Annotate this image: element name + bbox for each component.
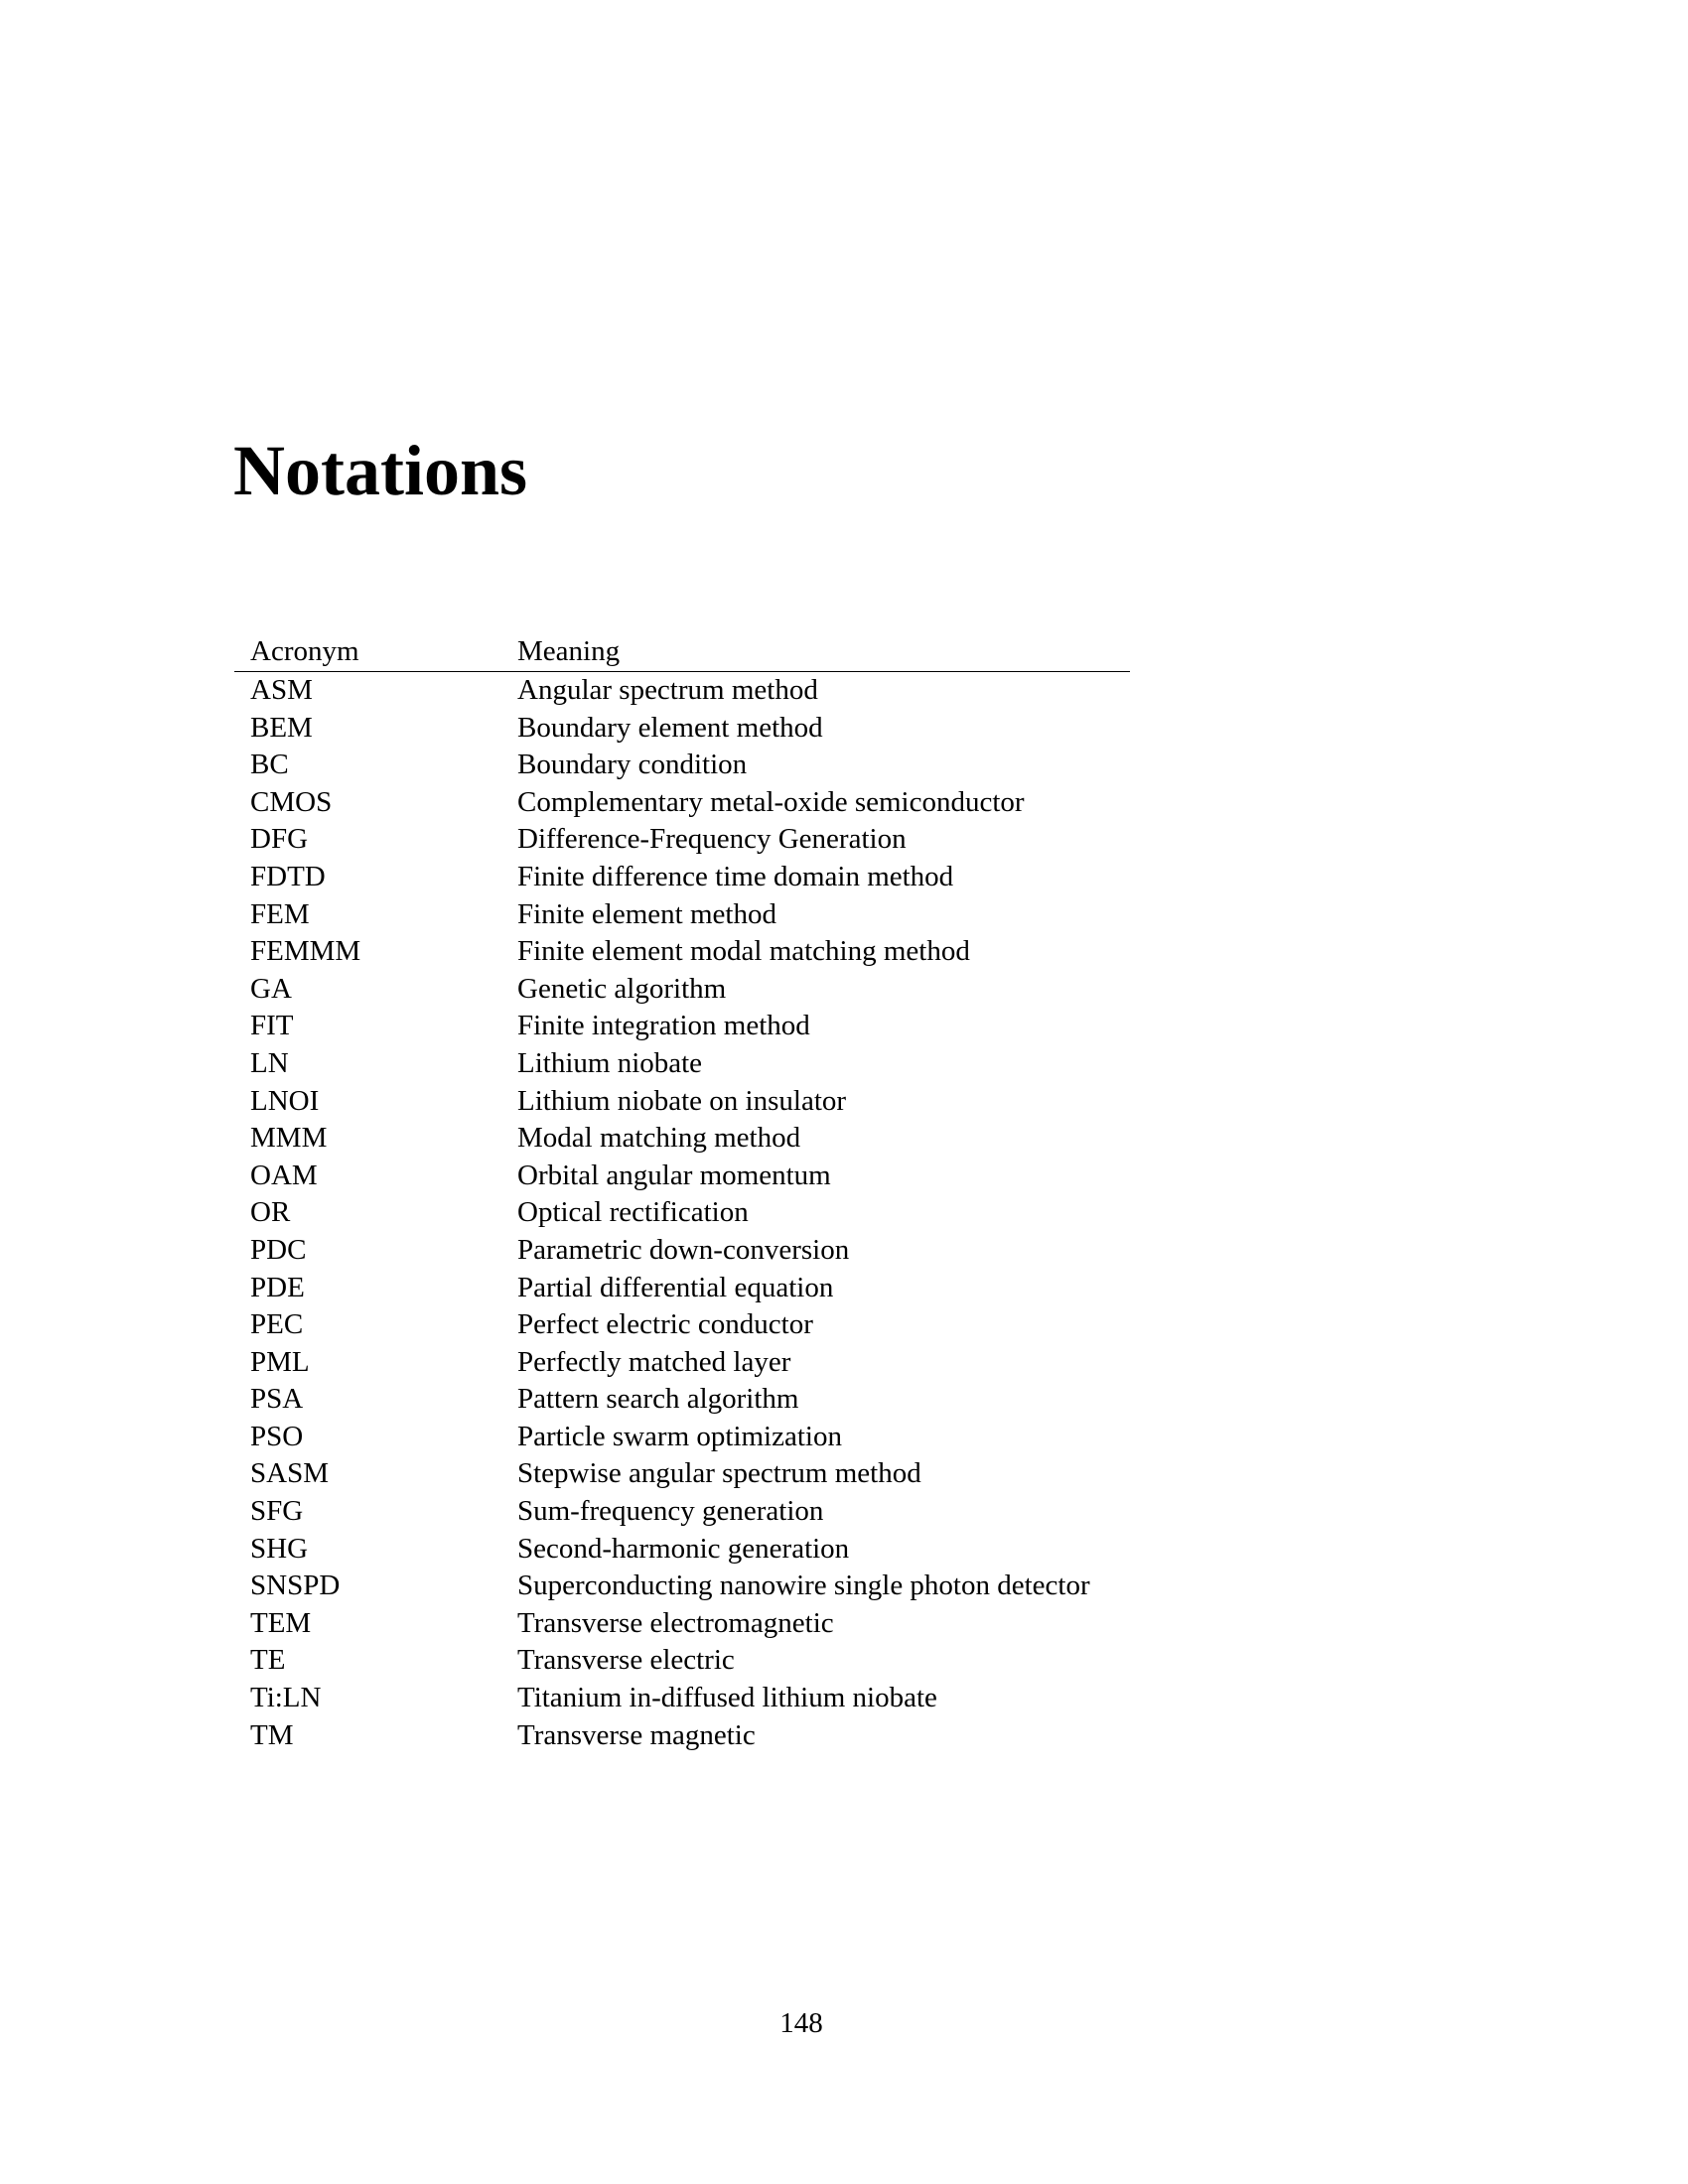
meaning-cell: Superconducting nanowire single photon detector	[517, 1570, 1090, 1602]
meaning-cell: Sum-frequency generation	[517, 1495, 824, 1528]
meaning-cell: Complementary metal-oxide semiconductor	[517, 785, 1025, 818]
acronym-cell: SFG	[250, 1495, 304, 1528]
table-row	[234, 971, 1130, 1009]
meaning-cell: Transverse electromagnetic	[517, 1606, 834, 1639]
acronym-cell: SHG	[250, 1532, 309, 1565]
table-row	[234, 1194, 1130, 1232]
acronym-cell: PDC	[250, 1233, 307, 1266]
acronym-cell: BC	[250, 749, 289, 781]
meaning-cell: Genetic algorithm	[517, 972, 727, 1005]
table-row	[234, 933, 1130, 971]
meaning-cell: Partial differential equation	[517, 1271, 834, 1303]
acronym-cell: PDE	[250, 1271, 305, 1303]
table-row	[234, 1083, 1130, 1121]
table-row	[234, 1642, 1130, 1680]
acronym-cell: PSO	[250, 1420, 304, 1452]
table-row	[234, 821, 1130, 859]
meaning-cell: Angular spectrum method	[517, 674, 818, 706]
meaning-cell: Orbital angular momentum	[517, 1159, 831, 1191]
meaning-cell: Modal matching method	[517, 1122, 801, 1155]
meaning-cell: Optical rectification	[517, 1196, 749, 1229]
acronym-cell: TEM	[250, 1606, 312, 1639]
page-title: Notations	[233, 431, 528, 510]
meaning-cell: Finite integration method	[517, 1010, 810, 1042]
table-row	[234, 1306, 1130, 1344]
meaning-cell: Boundary condition	[517, 749, 748, 781]
table-row	[234, 1455, 1130, 1493]
acronym-cell: FIT	[250, 1010, 294, 1042]
acronym-cell: LN	[250, 1046, 289, 1079]
acronym-cell: TE	[250, 1644, 286, 1677]
acronym-cell: OR	[250, 1196, 291, 1229]
table-row	[234, 710, 1130, 748]
table-row	[234, 672, 1130, 710]
acronym-cell: BEM	[250, 711, 313, 744]
table-row	[234, 784, 1130, 822]
acronym-cell: FDTD	[250, 860, 326, 892]
meaning-cell: Parametric down-conversion	[517, 1233, 850, 1266]
acronym-cell: PSA	[250, 1383, 304, 1416]
notations-table	[234, 631, 1130, 1754]
meaning-cell: Difference-Frequency Generation	[517, 823, 907, 856]
meaning-cell: Transverse magnetic	[517, 1718, 756, 1751]
meaning-cell: Stepwise angular spectrum method	[517, 1457, 921, 1490]
acronym-cell: DFG	[250, 823, 309, 856]
table-row	[234, 1381, 1130, 1419]
meaning-cell: Pattern search algorithm	[517, 1383, 799, 1416]
acronym-cell: TM	[250, 1718, 294, 1751]
acronym-cell: ASM	[250, 674, 313, 706]
table-row	[234, 1120, 1130, 1158]
table-row	[234, 1008, 1130, 1045]
table-row	[234, 1680, 1130, 1717]
meaning-cell: Finite difference time domain method	[517, 860, 954, 892]
table-row	[234, 1419, 1130, 1456]
meaning-cell: Boundary element method	[517, 711, 823, 744]
acronym-cell: LNOI	[250, 1084, 320, 1117]
acronym-cell: CMOS	[250, 785, 333, 818]
table-row	[234, 896, 1130, 934]
meaning-cell: Titanium in-diffused lithium niobate	[517, 1682, 937, 1714]
meaning-cell: Finite element modal matching method	[517, 935, 970, 968]
table-row	[234, 859, 1130, 896]
acronym-cell: FEM	[250, 897, 310, 930]
table-row	[234, 1158, 1130, 1195]
meaning-cell: Lithium niobate on insulator	[517, 1084, 847, 1117]
table-row	[234, 1605, 1130, 1643]
meaning-column-header: Meaning	[517, 635, 621, 667]
table-row	[234, 1493, 1130, 1531]
table-row	[234, 1045, 1130, 1083]
acronym-cell: GA	[250, 972, 292, 1005]
meaning-cell: Particle swarm optimization	[517, 1420, 842, 1452]
acronym-cell: OAM	[250, 1159, 318, 1191]
meaning-cell: Perfectly matched layer	[517, 1345, 791, 1378]
acronym-cell: PEC	[250, 1308, 304, 1341]
meaning-cell: Second-harmonic generation	[517, 1532, 850, 1565]
page-number: 148	[779, 2007, 823, 2039]
table-row	[234, 1717, 1130, 1755]
meaning-cell: Finite element method	[517, 897, 776, 930]
meaning-cell: Transverse electric	[517, 1644, 735, 1677]
table-row	[234, 1232, 1130, 1270]
meaning-cell: Perfect electric conductor	[517, 1308, 813, 1341]
acronym-cell: MMM	[250, 1122, 328, 1155]
table-row	[234, 747, 1130, 784]
acronym-cell: FEMMM	[250, 935, 361, 968]
acronym-cell: Ti:LN	[250, 1682, 322, 1714]
table-row	[234, 1270, 1130, 1307]
table-row	[234, 1344, 1130, 1382]
table-row	[234, 1568, 1130, 1605]
meaning-cell: Lithium niobate	[517, 1046, 703, 1079]
acronym-cell: SNSPD	[250, 1570, 341, 1602]
acronym-cell: PML	[250, 1345, 310, 1378]
table-row	[234, 1531, 1130, 1569]
table-header-row	[234, 631, 1130, 672]
acronym-cell: SASM	[250, 1457, 329, 1490]
acronym-column-header: Acronym	[250, 635, 359, 667]
